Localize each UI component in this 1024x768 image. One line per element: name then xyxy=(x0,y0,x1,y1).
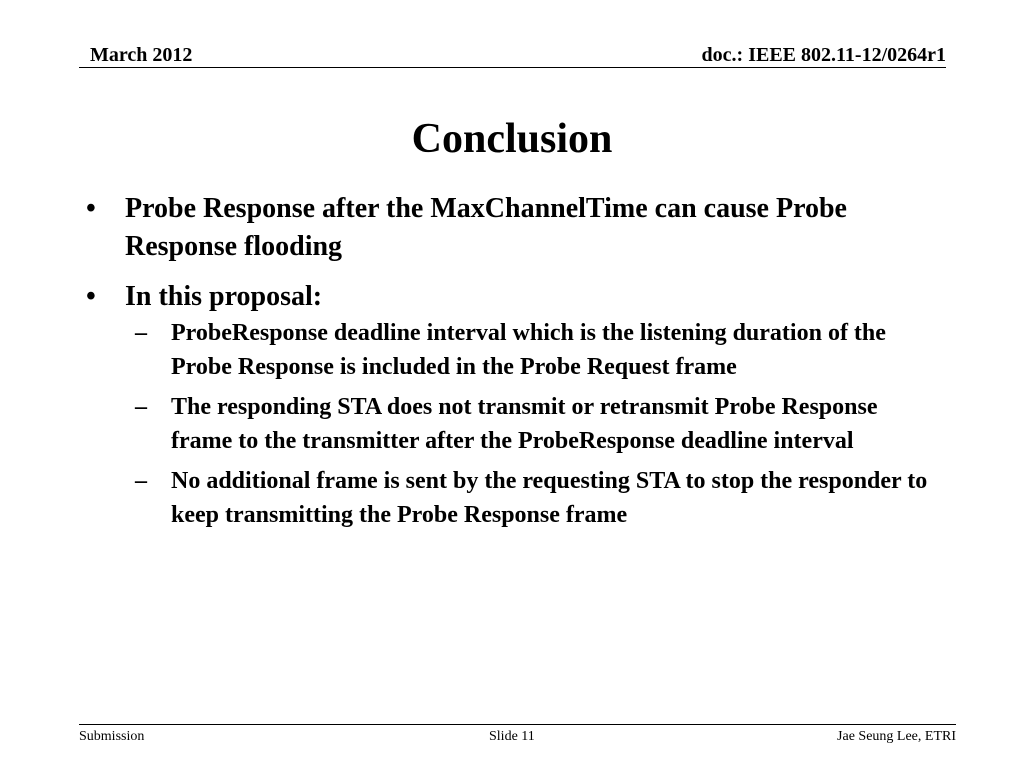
sub-bullet-marker: – xyxy=(135,468,147,494)
slide-title: Conclusion xyxy=(411,116,613,162)
sub-bullet-item xyxy=(135,390,936,458)
bullet-text: In this proposal: xyxy=(125,281,323,312)
bullet-item xyxy=(86,190,936,266)
sub-bullet-marker: – xyxy=(135,394,147,420)
sub-bullet-list xyxy=(86,316,936,532)
sub-bullet-text: No additional frame is sent by the requesting STA to stop the responder to keep transmitting the Probe Response frame xyxy=(171,468,928,528)
footer-divider xyxy=(79,724,956,725)
bullet-text: Probe Response after the MaxChannelTime can cause Probe Response flooding xyxy=(125,193,847,262)
sub-bullet-text: ProbeResponse deadline interval which is the listening duration of the Probe Response is included in the Probe Request frame xyxy=(171,320,886,380)
footer-submission: Submission xyxy=(79,729,145,744)
sub-bullet-item xyxy=(135,464,936,532)
slide-content xyxy=(86,190,936,538)
bullet-marker: • xyxy=(86,193,96,224)
bullet-item xyxy=(86,278,936,316)
sub-bullet-text: The responding STA does not transmit or retransmit Probe Response frame to the transmitter after the ProbeResponse deadline interval xyxy=(171,394,878,454)
bullet-marker: • xyxy=(86,281,96,312)
footer-author: Jae Seung Lee, ETRI xyxy=(837,729,956,744)
header-date: March 2012 xyxy=(90,44,193,66)
header-divider xyxy=(79,67,946,68)
header-doc-id: doc.: IEEE 802.11-12/0264r1 xyxy=(701,44,946,66)
sub-bullet-marker: – xyxy=(135,320,147,346)
sub-bullet-item xyxy=(135,316,936,384)
footer-slide-number: Slide 11 xyxy=(489,729,535,744)
